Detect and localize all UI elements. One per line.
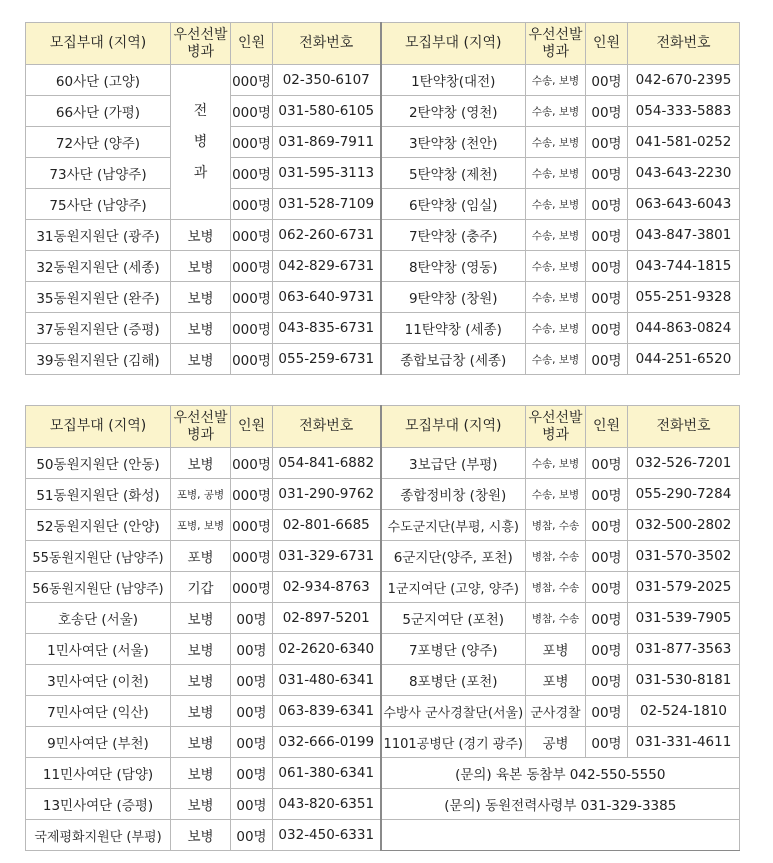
count-cell: 00명 xyxy=(586,541,628,572)
table-row xyxy=(26,220,740,251)
branch-cell: 보병 xyxy=(171,251,231,282)
phone-cell: 044-251-6520 xyxy=(628,344,740,375)
branch-cell: 병참, 수송 xyxy=(526,572,586,603)
header-count: 인원 xyxy=(586,23,628,65)
unit-cell: 72사단 (양주) xyxy=(26,127,171,158)
count-cell: 00명 xyxy=(586,313,628,344)
phone-cell: 063-640-9731 xyxy=(273,282,381,313)
phone-cell: 041-581-0252 xyxy=(628,127,740,158)
header-branch: 우선선발 병과 xyxy=(526,406,586,448)
unit-cell: 52동원지원단 (안양) xyxy=(26,510,171,541)
phone-cell: 031-579-2025 xyxy=(628,572,740,603)
unit-cell: 11탄약창 (세종) xyxy=(381,313,526,344)
unit-cell: 8포병단 (포천) xyxy=(381,665,526,696)
phone-cell: 02-801-6685 xyxy=(273,510,381,541)
phone-cell: 02-897-5201 xyxy=(273,603,381,634)
unit-cell: 32동원지원단 (세종) xyxy=(26,251,171,282)
unit-cell: 1군지여단 (고양, 양주) xyxy=(381,572,526,603)
count-cell: 000명 xyxy=(231,510,273,541)
branch-cell: 수송, 보병 xyxy=(526,313,586,344)
phone-cell: 043-744-1815 xyxy=(628,251,740,282)
table-row xyxy=(26,820,740,851)
count-cell: 00명 xyxy=(586,479,628,510)
branch-cell: 수송, 보병 xyxy=(526,189,586,220)
count-cell: 000명 xyxy=(231,448,273,479)
phone-cell: 055-290-7284 xyxy=(628,479,740,510)
phone-cell: 043-847-3801 xyxy=(628,220,740,251)
unit-cell: 수도군지단(부평, 시흥) xyxy=(381,510,526,541)
table-row xyxy=(26,479,740,510)
count-cell: 00명 xyxy=(586,665,628,696)
phone-cell: 063-643-6043 xyxy=(628,189,740,220)
phone-cell: 054-333-5883 xyxy=(628,96,740,127)
unit-cell: 종합보급창 (세종) xyxy=(381,344,526,375)
branch-cell: 포병, 보병 xyxy=(171,510,231,541)
header-phone: 전화번호 xyxy=(273,23,381,65)
phone-cell: 031-528-7109 xyxy=(273,189,381,220)
unit-cell: 호송단 (서울) xyxy=(26,603,171,634)
count-cell: 000명 xyxy=(231,479,273,510)
branch-cell: 수송, 보병 xyxy=(526,65,586,96)
count-cell: 00명 xyxy=(586,220,628,251)
unit-cell: 수방사 군사경찰단(서울) xyxy=(381,696,526,727)
count-cell: 00명 xyxy=(586,634,628,665)
branch-cell: 병참, 수송 xyxy=(526,541,586,572)
count-cell: 00명 xyxy=(231,789,273,820)
phone-cell: 031-539-7905 xyxy=(628,603,740,634)
phone-cell: 02-934-8763 xyxy=(273,572,381,603)
branch-cell: 수송, 보병 xyxy=(526,344,586,375)
unit-cell: 1탄약창(대전) xyxy=(381,65,526,96)
unit-cell: 39동원지원단 (김해) xyxy=(26,344,171,375)
count-cell: 00명 xyxy=(231,696,273,727)
count-cell: 00명 xyxy=(586,251,628,282)
branch-cell: 보병 xyxy=(171,727,231,758)
table-row xyxy=(26,727,740,758)
count-cell: 00명 xyxy=(586,696,628,727)
unit-cell: 35동원지원단 (완주) xyxy=(26,282,171,313)
branch-cell: 보병 xyxy=(171,313,231,344)
count-cell: 00명 xyxy=(231,727,273,758)
count-cell: 00명 xyxy=(231,603,273,634)
count-cell: 00명 xyxy=(586,603,628,634)
unit-cell: 5군지여단 (포천) xyxy=(381,603,526,634)
phone-cell: 043-835-6731 xyxy=(273,313,381,344)
phone-cell: 043-820-6351 xyxy=(273,789,381,820)
table-row xyxy=(26,448,740,479)
table-row xyxy=(26,344,740,375)
branch-cell: 보병 xyxy=(171,282,231,313)
phone-cell: 043-643-2230 xyxy=(628,158,740,189)
unit-cell: 3민사여단 (이천) xyxy=(26,665,171,696)
unit-cell: 60사단 (고양) xyxy=(26,65,171,96)
unit-cell: 2탄약창 (영천) xyxy=(381,96,526,127)
branch-cell: 포병, 공병 xyxy=(171,479,231,510)
table-row xyxy=(26,189,740,220)
phone-cell: 055-259-6731 xyxy=(273,344,381,375)
count-cell: 000명 xyxy=(231,282,273,313)
phone-cell: 031-595-3113 xyxy=(273,158,381,189)
unit-cell: 37동원지원단 (증평) xyxy=(26,313,171,344)
table-row xyxy=(26,510,740,541)
table-header-row xyxy=(26,406,740,448)
phone-cell: 031-329-6731 xyxy=(273,541,381,572)
table-row xyxy=(26,541,740,572)
table-row xyxy=(26,96,740,127)
table-row xyxy=(26,127,740,158)
count-cell: 000명 xyxy=(231,344,273,375)
phone-cell: 061-380-6341 xyxy=(273,758,381,789)
count-cell: 00명 xyxy=(231,634,273,665)
branch-cell: 보병 xyxy=(171,820,231,851)
count-cell: 00명 xyxy=(586,189,628,220)
table-row xyxy=(26,665,740,696)
phone-cell: 031-480-6341 xyxy=(273,665,381,696)
unit-cell: 9민사여단 (부천) xyxy=(26,727,171,758)
table-row xyxy=(26,282,740,313)
phone-cell: 031-877-3563 xyxy=(628,634,740,665)
branch-cell: 기갑 xyxy=(171,572,231,603)
branch-cell: 보병 xyxy=(171,665,231,696)
branch-cell: 수송, 보병 xyxy=(526,448,586,479)
header-branch: 우선선발 병과 xyxy=(526,23,586,65)
phone-cell: 031-331-4611 xyxy=(628,727,740,758)
count-cell: 00명 xyxy=(586,158,628,189)
unit-cell: 31동원지원단 (광주) xyxy=(26,220,171,251)
header-unit: 모집부대 (지역) xyxy=(26,23,171,65)
count-cell: 000명 xyxy=(231,572,273,603)
branch-cell: 수송, 보병 xyxy=(526,220,586,251)
table-row xyxy=(26,603,740,634)
table-row xyxy=(26,758,740,789)
header-count: 인원 xyxy=(586,406,628,448)
unit-cell: 7탄약창 (충주) xyxy=(381,220,526,251)
branch-cell: 보병 xyxy=(171,789,231,820)
header-unit: 모집부대 (지역) xyxy=(381,406,526,448)
header-branch: 우선선발 병과 xyxy=(171,406,231,448)
phone-cell: 031-570-3502 xyxy=(628,541,740,572)
empty-cell xyxy=(381,820,740,851)
unit-cell: 6탄약창 (임실) xyxy=(381,189,526,220)
phone-cell: 031-290-9762 xyxy=(273,479,381,510)
header-branch: 우선선발 병과 xyxy=(171,23,231,65)
phone-cell: 063-839-6341 xyxy=(273,696,381,727)
count-cell: 00명 xyxy=(231,758,273,789)
count-cell: 000명 xyxy=(231,541,273,572)
header-count: 인원 xyxy=(231,23,273,65)
branch-cell: 수송, 보병 xyxy=(526,158,586,189)
branch-cell: 공병 xyxy=(526,727,586,758)
count-cell: 000명 xyxy=(231,65,273,96)
count-cell: 000명 xyxy=(231,313,273,344)
unit-cell: 75사단 (남양주) xyxy=(26,189,171,220)
count-cell: 000명 xyxy=(231,96,273,127)
branch-cell: 보병 xyxy=(171,696,231,727)
table-header-row xyxy=(26,23,740,65)
count-cell: 00명 xyxy=(586,448,628,479)
count-cell: 00명 xyxy=(586,127,628,158)
table-row xyxy=(26,158,740,189)
branch-cell-merged: 전 병 과 xyxy=(171,65,231,220)
branch-cell: 보병 xyxy=(171,220,231,251)
count-cell: 00명 xyxy=(586,510,628,541)
phone-cell: 032-526-7201 xyxy=(628,448,740,479)
phone-cell: 044-863-0824 xyxy=(628,313,740,344)
unit-cell: 11민사여단 (담양) xyxy=(26,758,171,789)
branch-cell: 보병 xyxy=(171,344,231,375)
phone-cell: 031-530-8181 xyxy=(628,665,740,696)
inquiry-note: (문의) 육본 동참부 042-550-5550 xyxy=(381,758,740,789)
recruit-table-2 xyxy=(25,405,740,851)
table-row xyxy=(26,789,740,820)
count-cell: 00명 xyxy=(586,727,628,758)
unit-cell: 66사단 (가평) xyxy=(26,96,171,127)
count-cell: 000명 xyxy=(231,158,273,189)
phone-cell: 02-524-1810 xyxy=(628,696,740,727)
phone-cell: 042-670-2395 xyxy=(628,65,740,96)
phone-cell: 032-666-0199 xyxy=(273,727,381,758)
recruit-table-1 xyxy=(25,22,740,375)
table-row xyxy=(26,634,740,665)
unit-cell: 8탄약창 (영동) xyxy=(381,251,526,282)
branch-cell: 보병 xyxy=(171,758,231,789)
header-phone: 전화번호 xyxy=(628,406,740,448)
phone-cell: 032-500-2802 xyxy=(628,510,740,541)
count-cell: 000명 xyxy=(231,189,273,220)
unit-cell: 50동원지원단 (안동) xyxy=(26,448,171,479)
count-cell: 00명 xyxy=(586,572,628,603)
phone-cell: 042-829-6731 xyxy=(273,251,381,282)
phone-cell: 055-251-9328 xyxy=(628,282,740,313)
table-row xyxy=(26,696,740,727)
count-cell: 00명 xyxy=(231,665,273,696)
unit-cell: 55동원지원단 (남양주) xyxy=(26,541,171,572)
count-cell: 00명 xyxy=(231,820,273,851)
unit-cell: 1101공병단 (경기 광주) xyxy=(381,727,526,758)
header-unit: 모집부대 (지역) xyxy=(26,406,171,448)
branch-cell: 병참, 수송 xyxy=(526,510,586,541)
phone-cell: 032-450-6331 xyxy=(273,820,381,851)
count-cell: 00명 xyxy=(586,344,628,375)
branch-cell: 포병 xyxy=(171,541,231,572)
header-phone: 전화번호 xyxy=(273,406,381,448)
table-row xyxy=(26,251,740,282)
table-row xyxy=(26,313,740,344)
count-cell: 000명 xyxy=(231,127,273,158)
table-row xyxy=(26,572,740,603)
count-cell: 00명 xyxy=(586,65,628,96)
branch-cell: 포병 xyxy=(526,665,586,696)
count-cell: 00명 xyxy=(586,282,628,313)
branch-cell: 병참, 수송 xyxy=(526,603,586,634)
unit-cell: 13민사여단 (증평) xyxy=(26,789,171,820)
unit-cell: 56동원지원단 (남양주) xyxy=(26,572,171,603)
branch-cell: 수송, 보병 xyxy=(526,282,586,313)
count-cell: 00명 xyxy=(586,96,628,127)
phone-cell: 062-260-6731 xyxy=(273,220,381,251)
branch-cell: 보병 xyxy=(171,603,231,634)
phone-cell: 031-580-6105 xyxy=(273,96,381,127)
branch-cell: 군사경찰 xyxy=(526,696,586,727)
unit-cell: 종합정비창 (창원) xyxy=(381,479,526,510)
unit-cell: 3보급단 (부평) xyxy=(381,448,526,479)
table-row xyxy=(26,65,740,96)
branch-cell: 수송, 보병 xyxy=(526,127,586,158)
phone-cell: 054-841-6882 xyxy=(273,448,381,479)
branch-cell: 수송, 보병 xyxy=(526,479,586,510)
unit-cell: 1민사여단 (서울) xyxy=(26,634,171,665)
header-phone: 전화번호 xyxy=(628,23,740,65)
unit-cell: 3탄약창 (천안) xyxy=(381,127,526,158)
branch-cell: 수송, 보병 xyxy=(526,251,586,282)
unit-cell: 9탄약창 (창원) xyxy=(381,282,526,313)
count-cell: 000명 xyxy=(231,251,273,282)
branch-cell: 포병 xyxy=(526,634,586,665)
unit-cell: 6군지단(양주, 포천) xyxy=(381,541,526,572)
count-cell: 000명 xyxy=(231,220,273,251)
phone-cell: 031-869-7911 xyxy=(273,127,381,158)
inquiry-note: (문의) 동원전력사령부 031-329-3385 xyxy=(381,789,740,820)
unit-cell: 국제평화지원단 (부평) xyxy=(26,820,171,851)
phone-cell: 02-2620-6340 xyxy=(273,634,381,665)
branch-cell: 보병 xyxy=(171,634,231,665)
unit-cell: 5탄약창 (제천) xyxy=(381,158,526,189)
unit-cell: 73사단 (남양주) xyxy=(26,158,171,189)
header-count: 인원 xyxy=(231,406,273,448)
branch-cell: 수송, 보병 xyxy=(526,96,586,127)
unit-cell: 7민사여단 (익산) xyxy=(26,696,171,727)
unit-cell: 7포병단 (양주) xyxy=(381,634,526,665)
branch-cell: 보병 xyxy=(171,448,231,479)
unit-cell: 51동원지원단 (화성) xyxy=(26,479,171,510)
phone-cell: 02-350-6107 xyxy=(273,65,381,96)
header-unit: 모집부대 (지역) xyxy=(381,23,526,65)
